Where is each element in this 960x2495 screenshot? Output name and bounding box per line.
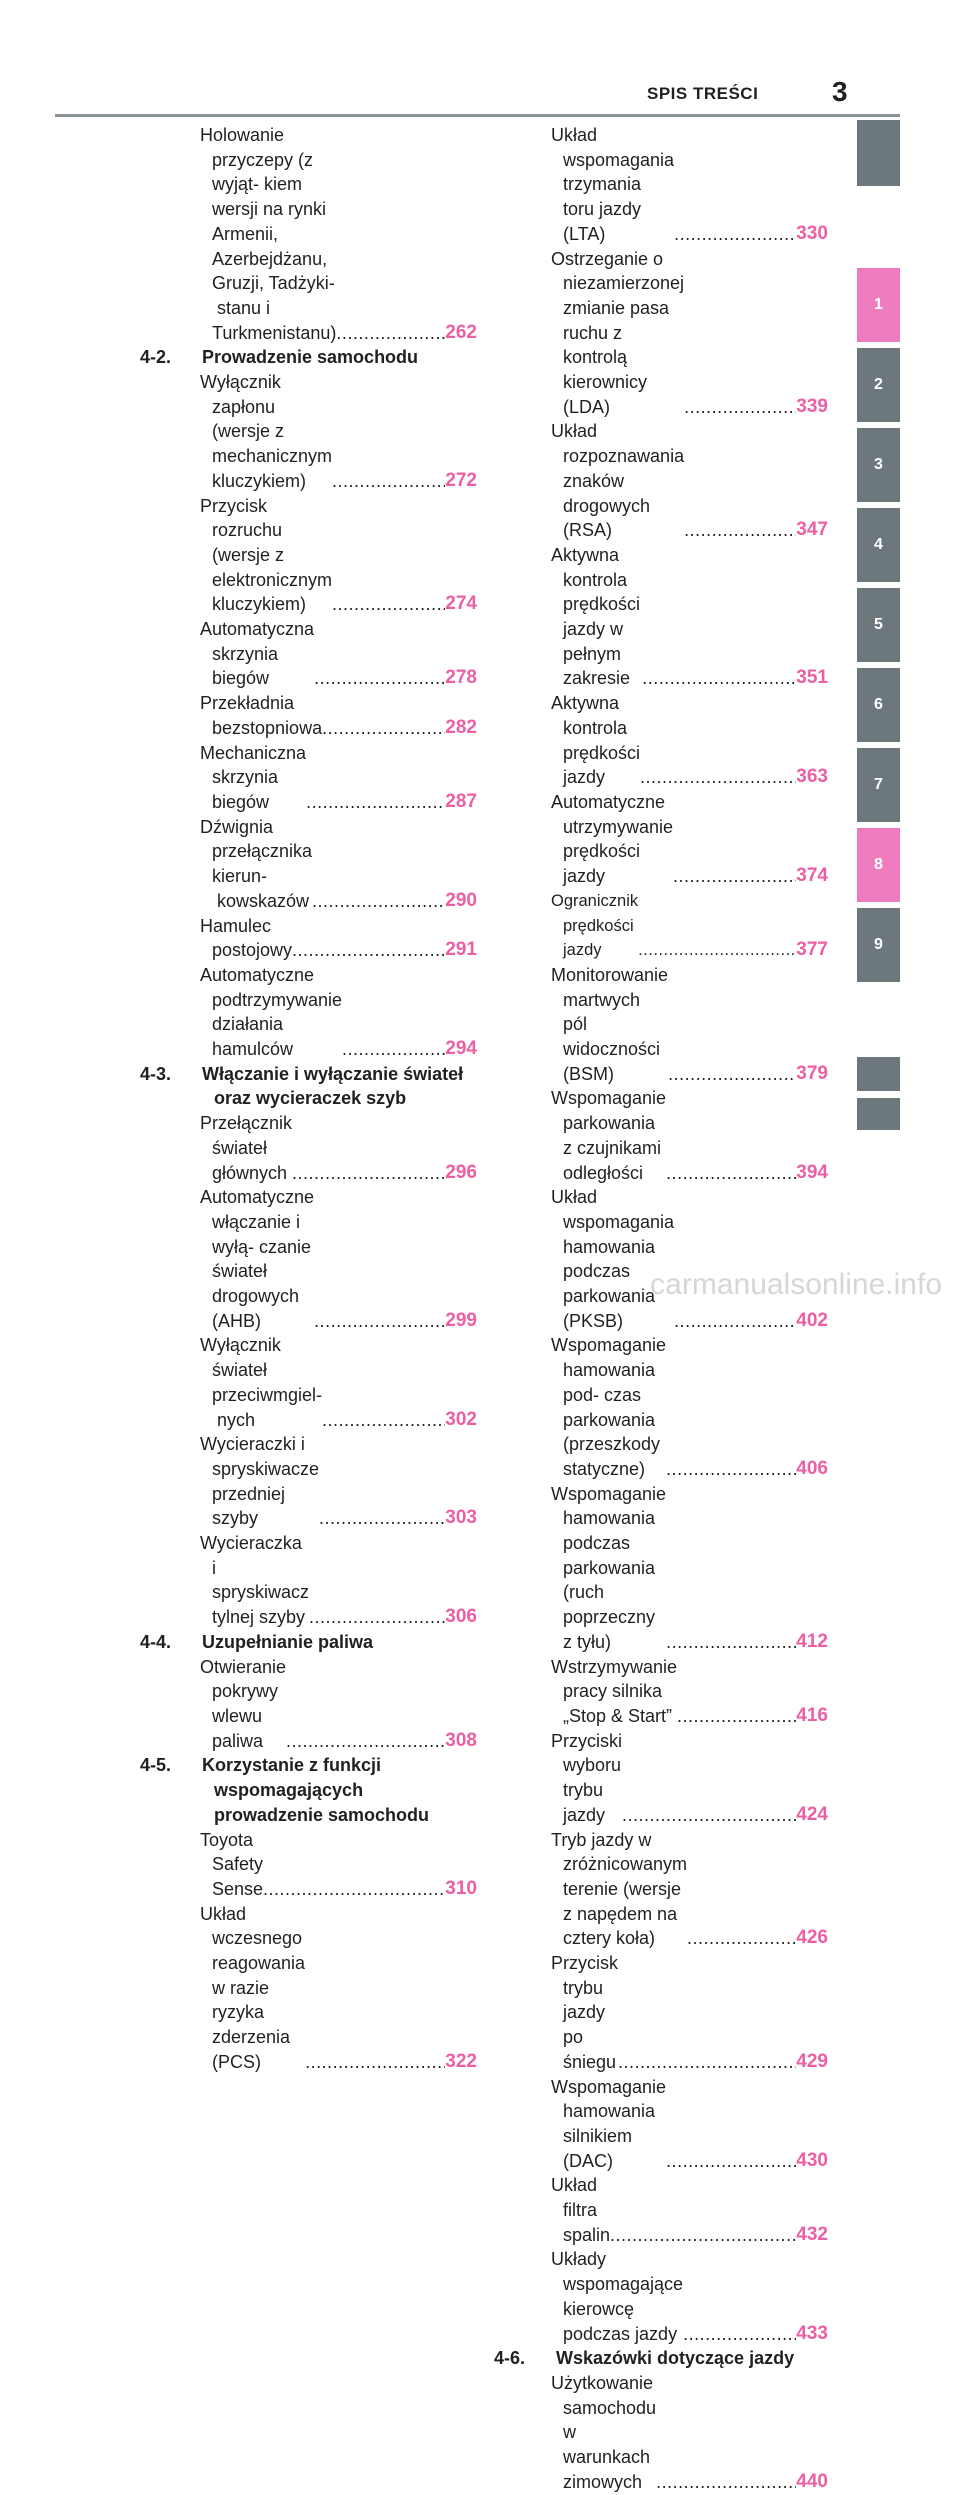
dot-leader [263,1877,445,1902]
toc-entry[interactable] [200,1828,477,1902]
toc-entry-title: Automatyczne podtrzymywanie działania hamulców [200,964,343,1060]
watermark: carmanualsonline.info [650,1268,942,1301]
toc-page-number[interactable]: 322 [445,2050,477,2072]
section-number: 4-2. [140,347,172,368]
toc-entry-title: Wycieraczka i spryskiwacz tylnej szyby [200,1533,310,1628]
toc-entry-title: Wyłącznik świateł przeciwmgiel- nych [200,1335,323,1430]
dot-leader [642,666,796,691]
section-title: Prowadzenie samochodu [202,347,419,368]
toc-page-number[interactable]: 394 [796,1161,828,1183]
dot-leader [336,321,445,346]
toc-entry-title: Hamulec postojowy [200,915,293,961]
dot-leader [666,1457,796,1482]
toc-entry-title: Dźwignia przełącznika kierun- kowskazów [200,816,313,911]
toc-page-number[interactable]: 330 [796,222,828,244]
toc-entry[interactable] [200,123,477,345]
dot-leader [677,1704,796,1729]
toc-page-number[interactable]: 412 [796,1630,828,1652]
dot-leader [674,222,796,247]
toc-entry-title: Otwieranie pokrywy wlewu paliwa [200,1656,287,1751]
chapter-tab[interactable]: 8 [857,828,900,902]
toc-section-heading [140,1753,477,1827]
toc-entry[interactable] [200,963,477,1062]
dot-leader [309,1605,445,1630]
toc-entry[interactable] [551,123,828,247]
toc-entry[interactable] [200,617,477,691]
toc-entry[interactable] [200,1902,477,2075]
toc-page-number[interactable]: 377 [796,939,828,961]
dot-leader [292,1161,445,1186]
toc-entry-title: Wyłącznik zapłonu (wersje z mechanicznym kluczykiem) [200,372,333,491]
section-number: 4-5. [140,1755,172,1776]
toc-right-column [494,123,828,2495]
chapter-tab[interactable] [857,1098,900,1130]
dot-leader [292,938,445,963]
toc-page-number[interactable]: 363 [796,766,828,788]
toc-entry-title: Wspomaganie parkowania z czujnikami odległości [551,1088,667,1183]
dot-leader [322,1408,445,1433]
toc-entry[interactable] [200,1432,477,1531]
dot-leader [684,518,796,543]
dot-leader [683,2322,796,2347]
toc-page-number[interactable]: 302 [445,1408,477,1430]
toc-entry[interactable] [551,2371,828,2495]
dot-leader [666,1630,796,1655]
section-title: Włączanie i wyłączanie świateł oraz wycieraczek szyb [202,1063,464,1109]
toc-entry-title: Użytkowanie samochodu w warunkach zimowych [551,2372,657,2492]
toc-entry-title: Ostrzeganie o niezamierzonej zmianie pasa ruchu z kontrolą kierownicy (LDA) [551,248,685,417]
toc-section-heading [140,345,477,370]
dot-leader [306,790,445,815]
chapter-tab[interactable]: 2 [857,348,900,422]
toc-page-number[interactable]: 402 [796,1309,828,1331]
toc-page-number[interactable]: 290 [445,889,477,911]
toc-entry[interactable] [551,963,828,1087]
toc-entry-title: Układ filtra spalin [551,2175,611,2245]
dot-leader [622,1803,796,1828]
toc-page-number[interactable]: 272 [445,469,477,491]
toc-entry[interactable] [200,815,477,914]
toc-page-number[interactable]: 429 [796,2050,828,2072]
toc-entry-title: Układ wczesnego reagowania w razie ryzyka zderzenia (PCS) [200,1903,306,2072]
toc-entry-title: Przyciski wyboru trybu jazdy [551,1730,622,1825]
dot-leader [668,1062,796,1087]
dot-leader [342,1037,445,1062]
dot-leader [640,765,796,790]
toc-entry-title: Aktywna kontrola prędkości jazdy [551,693,641,788]
toc-entry-title: Układy wspomagające kierowcę podczas jazdy [551,2249,684,2344]
toc-page-number[interactable]: 294 [445,1038,477,1060]
toc-page-number[interactable]: 339 [796,395,828,417]
dot-leader [666,2149,796,2174]
toc-entry[interactable] [200,1111,477,1185]
section-title: Wskazówki dotyczące jazdy [556,2348,795,2369]
toc-entry-title: Automatyczne włączanie i wyłą- czanie świateł drogowych (AHB) [200,1187,315,1331]
toc-page-number[interactable]: 299 [445,1309,477,1331]
toc-entry-title: Toyota Safety Sense [200,1829,264,1899]
toc-entry-title: Przełącznik świateł głównych [200,1113,293,1183]
chapter-tab[interactable]: 1 [857,268,900,342]
toc-page-number[interactable]: 424 [796,1803,828,1825]
section-number: 4-6. [494,2348,526,2369]
toc-page-number[interactable]: 433 [796,2322,828,2344]
toc-entry[interactable] [551,2173,828,2247]
toc-entry[interactable] [200,494,477,618]
section-title: Uzupełnianie paliwa [202,1631,374,1652]
toc-page-number[interactable]: 416 [796,1705,828,1726]
toc-page-number[interactable]: 430 [796,2149,828,2171]
section-number: 4-3. [140,1063,172,1084]
chapter-tab[interactable]: 6 [857,668,900,742]
toc-entry[interactable] [200,1531,477,1630]
toc-entry-title: Układ wspomagania trzymania toru jazdy (LTA) [551,125,675,244]
toc-entry-title: Przycisk rozruchu (wersje z elektronicznym kluczykiem) [200,495,333,615]
chapter-tab[interactable]: 7 [857,748,900,822]
toc-entry-title: Monitorowanie martwych pól widoczności (BSM) [551,964,669,1084]
dot-leader [618,2050,796,2075]
dot-leader [666,1161,796,1186]
toc-entry[interactable] [551,2075,828,2174]
toc-entry[interactable] [200,1185,477,1333]
toc-entry-title: Wspomaganie hamowania pod- czas parkowania (przeszkody statyczne) [551,1335,667,1479]
dot-leader [322,716,445,741]
toc-section-heading [140,1062,477,1111]
toc-entry[interactable] [551,790,828,889]
toc-entry-title: Przycisk trybu jazdy po śniegu [551,1953,618,2072]
toc-entry-title: Ogranicznik prędkości jazdy [551,891,639,960]
toc-page-number[interactable]: 296 [445,1161,477,1183]
toc-page-number[interactable]: 374 [796,865,828,887]
toc-page-number[interactable]: 306 [445,1606,477,1628]
toc-entry-title: Wspomaganie hamowania silnikiem (DAC) [551,2076,667,2171]
toc-entry[interactable] [200,1333,477,1432]
dot-leader [656,2470,796,2495]
toc-entry[interactable] [551,1729,828,1828]
toc-page-number[interactable]: 347 [796,519,828,541]
toc-page-number[interactable]: 379 [796,1062,828,1084]
chapter-tab[interactable]: 4 [857,508,900,582]
toc-page-number[interactable]: 432 [796,2223,828,2245]
chapter-tab[interactable]: 9 [857,908,900,982]
toc-entry-title: Przekładnia bezstopniowa [200,693,323,738]
toc-page-number[interactable]: 287 [445,790,477,812]
dot-leader [314,1309,445,1334]
toc-page-number[interactable]: 291 [445,939,477,961]
dot-leader [684,395,796,420]
toc-page-number[interactable]: 351 [796,667,828,689]
toc-page-number[interactable]: 303 [445,1507,477,1529]
page-number: 3 [832,76,848,107]
toc-entry[interactable] [551,419,828,543]
dot-leader [319,1506,445,1531]
toc-entry-title: Wycieraczki i spryskiwacze przedniej szyby [200,1434,320,1529]
toc-entry[interactable] [551,1951,828,2075]
toc-left-column [140,123,477,2075]
toc-entry[interactable] [551,1333,828,1481]
toc-page-number[interactable]: 406 [796,1457,828,1479]
dot-leader [286,1729,445,1754]
section-title: Korzystanie z funkcji wspomagających prowadzenie samochodu [202,1755,430,1825]
chapter-tab[interactable]: 5 [857,588,900,662]
dot-leader [687,1926,796,1951]
toc-entry[interactable] [551,889,828,963]
toc-entry[interactable] [551,1482,828,1655]
toc-entry[interactable] [551,1828,828,1952]
toc-entry-title: Wspomaganie hamowania podczas parkowania (ruch poprzeczny z tyłu) [551,1483,667,1652]
toc-entry[interactable] [551,691,828,790]
dot-leader [610,2223,796,2248]
toc-entry-title: Automatyczna skrzynia biegów [200,619,315,689]
toc-entry[interactable] [200,691,477,740]
toc-page-number[interactable]: 282 [445,716,477,738]
toc-entry[interactable] [200,914,477,963]
toc-entry[interactable] [551,247,828,420]
dot-leader [312,889,445,914]
toc-page-number[interactable]: 308 [445,1729,477,1751]
toc-entry-title: Holowanie przyczepy (z wyjąt- kiem wersji na rynki Armenii, Azerbejdżanu, Gruzji, Tadżyki- stanu i Turkmenistanu) [200,125,337,343]
chapter-tab[interactable]: 3 [857,428,900,502]
toc-entry-title: Układ wspomagania hamowania podczas parkowania (PKSB) [551,1187,675,1331]
toc-entry-title: Mechaniczna skrzynia biegów [200,742,307,812]
chapter-tab[interactable] [857,120,900,186]
dot-leader [332,592,445,617]
toc-entry[interactable] [551,543,828,691]
toc-entry[interactable] [551,1655,828,1729]
dot-leader [673,864,796,889]
toc-entry[interactable] [200,370,477,494]
toc-page-number[interactable]: 310 [445,1877,477,1899]
dot-leader [638,938,796,963]
dot-leader [305,2050,445,2075]
toc-page-number[interactable]: 278 [445,667,477,689]
toc-section-heading [140,1630,477,1655]
toc-entry-title: Wstrzymywanie pracy silnika „Stop & Start” [551,1656,678,1726]
toc-entry[interactable] [551,2247,828,2346]
chapter-tab[interactable] [857,1057,900,1091]
toc-page-number[interactable]: 440 [796,2470,828,2492]
toc-page-number[interactable]: 426 [796,1927,828,1949]
toc-page-number[interactable]: 274 [445,593,477,615]
toc-page-number[interactable]: 262 [445,321,477,343]
toc-entry[interactable] [200,741,477,815]
dot-leader [314,666,445,691]
toc-entry-title: Tryb jazdy w zróżnicowanym terenie (wersje z napędem na cztery koła) [551,1829,688,1949]
toc-section-heading [494,2346,828,2371]
toc-entry-title: Automatyczne utrzymywanie prędkości jazdy [551,791,674,887]
toc-entry[interactable] [551,1086,828,1185]
dot-leader [332,469,445,494]
toc-entry-title: Aktywna kontrola prędkości jazdy w pełnym zakresie [551,544,641,689]
toc-entry[interactable] [551,1185,828,1333]
dot-leader [674,1309,796,1334]
toc-entry-title: Układ rozpoznawania znaków drogowych (RSA) [551,421,685,541]
section-number: 4-4. [140,1631,172,1652]
header-divider [55,114,900,117]
page-header-title: SPIS TREŚCI [647,84,759,103]
toc-entry[interactable] [200,1655,477,1754]
